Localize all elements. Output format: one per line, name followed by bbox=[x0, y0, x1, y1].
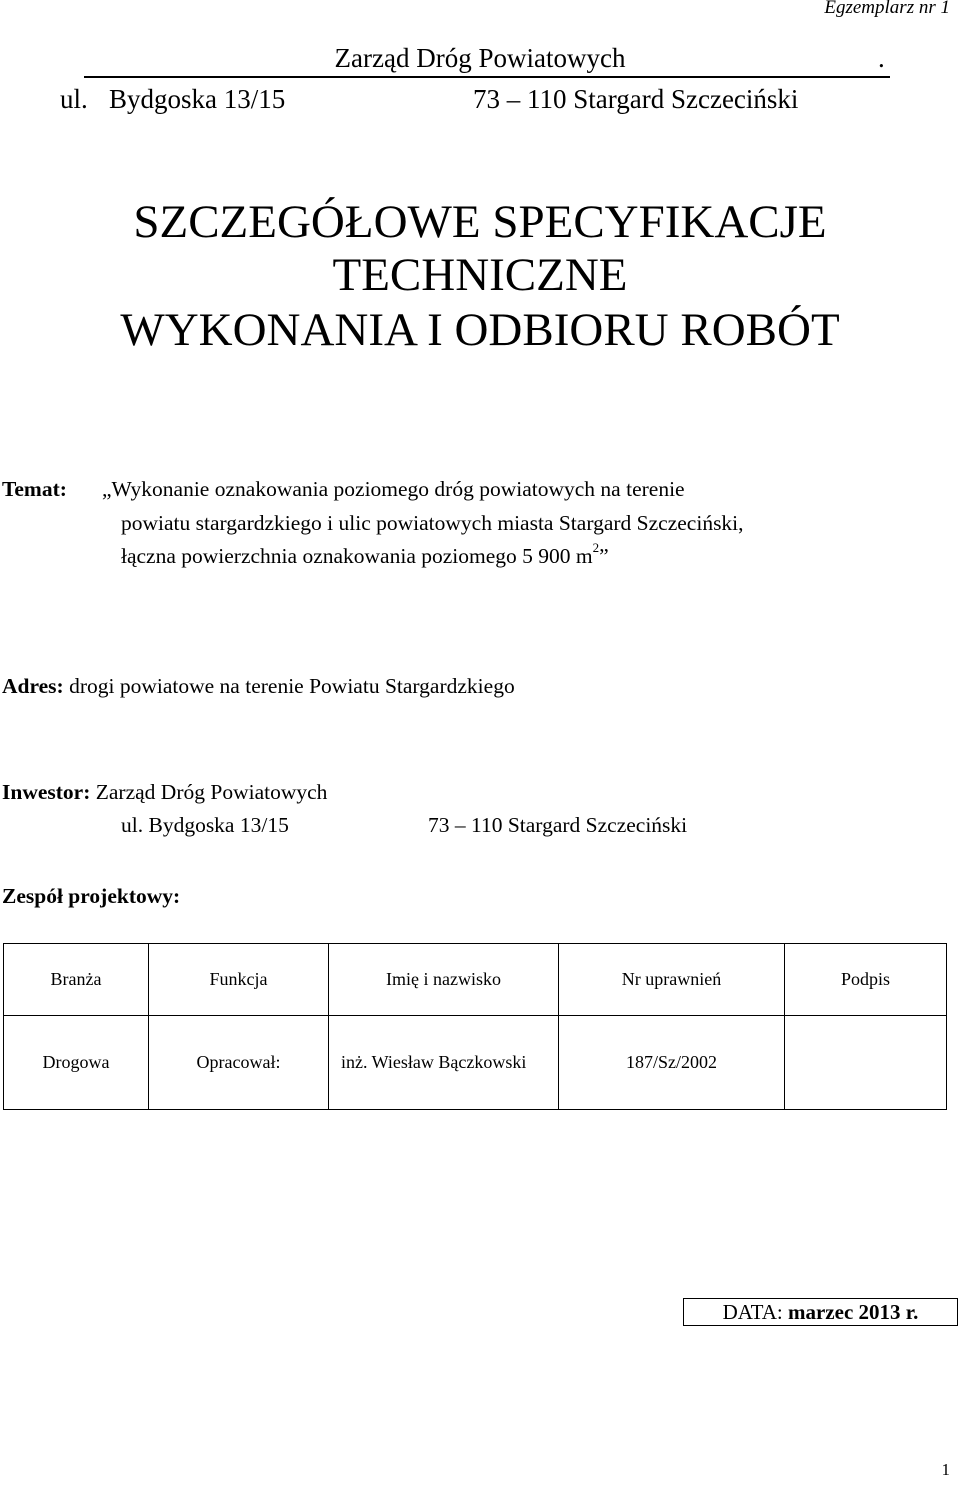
investor-city: 73 – 110 Stargard Szczeciński bbox=[428, 813, 688, 837]
copy-number: Egzemplarz nr 1 bbox=[824, 0, 950, 18]
cell-function: Opracował: bbox=[149, 1016, 329, 1110]
cell-license: 187/Sz/2002 bbox=[559, 1016, 785, 1110]
subject-line-2: powiatu stargardzkiego i ulic powiatowych miasta Stargard Szczeciński, bbox=[121, 511, 744, 535]
cell-name: inż. Wiesław Bączkowski bbox=[329, 1016, 559, 1110]
header-cell-name: Imię i nazwisko bbox=[329, 944, 559, 1016]
subject-line-3 bbox=[121, 540, 609, 569]
address-line bbox=[2, 674, 515, 699]
header-cell-signature: Podpis bbox=[785, 944, 947, 1016]
closing-quote: ” bbox=[599, 544, 609, 568]
investor-line bbox=[2, 780, 327, 805]
investor-label: Inwestor: bbox=[2, 780, 91, 804]
date-box bbox=[683, 1298, 958, 1326]
header-cell-function: Funkcja bbox=[149, 944, 329, 1016]
address-value: drogi powiatowe na terenie Powiatu Stargardzkiego bbox=[69, 674, 515, 698]
subject-label bbox=[2, 477, 67, 502]
title-line-3: WYKONANIA I ODBIORU ROBÓT bbox=[120, 304, 840, 356]
address-label: Adres: bbox=[2, 674, 64, 698]
subject-line-1: „Wykonanie oznakowania poziomego dróg powiatowych na terenie bbox=[102, 477, 685, 501]
title-line-2: TECHNICZNE bbox=[332, 249, 628, 301]
table-row bbox=[4, 1016, 947, 1110]
title-line-1: SZCZEGÓŁOWE SPECYFIKACJE bbox=[133, 196, 827, 248]
organization-trailing-dot: . bbox=[878, 43, 885, 73]
subject-label-text: Temat: bbox=[2, 477, 67, 501]
team-label: Zespół projektowy: bbox=[2, 884, 181, 908]
header-address-street: Bydgoska 13/15 bbox=[109, 84, 286, 114]
organization-underline bbox=[84, 76, 890, 78]
cell-branch: Drogowa bbox=[4, 1016, 149, 1110]
page-number: 1 bbox=[941, 1460, 950, 1479]
investor-name: Zarząd Dróg Powiatowych bbox=[95, 780, 328, 804]
subject-line-3-text: łączna powierzchnia oznakowania poziomego 5 900 m bbox=[121, 544, 593, 568]
header-address-city: 73 – 110 Stargard Szczeciński bbox=[473, 84, 799, 114]
cell-signature bbox=[785, 1016, 947, 1110]
team-table bbox=[3, 943, 947, 1110]
team-table-header-row bbox=[4, 944, 947, 1016]
superscript-exponent: 2 bbox=[592, 540, 600, 555]
date-value: marzec 2013 r. bbox=[787, 1300, 919, 1324]
header-address-prefix: ul. bbox=[60, 84, 88, 114]
organization-name: Zarząd Dróg Powiatowych bbox=[334, 43, 626, 73]
header-cell-branch: Branża bbox=[4, 944, 149, 1016]
investor-street: ul. Bydgoska 13/15 bbox=[121, 813, 289, 837]
date-label: DATA: bbox=[722, 1300, 783, 1324]
header-cell-license: Nr uprawnień bbox=[559, 944, 785, 1016]
